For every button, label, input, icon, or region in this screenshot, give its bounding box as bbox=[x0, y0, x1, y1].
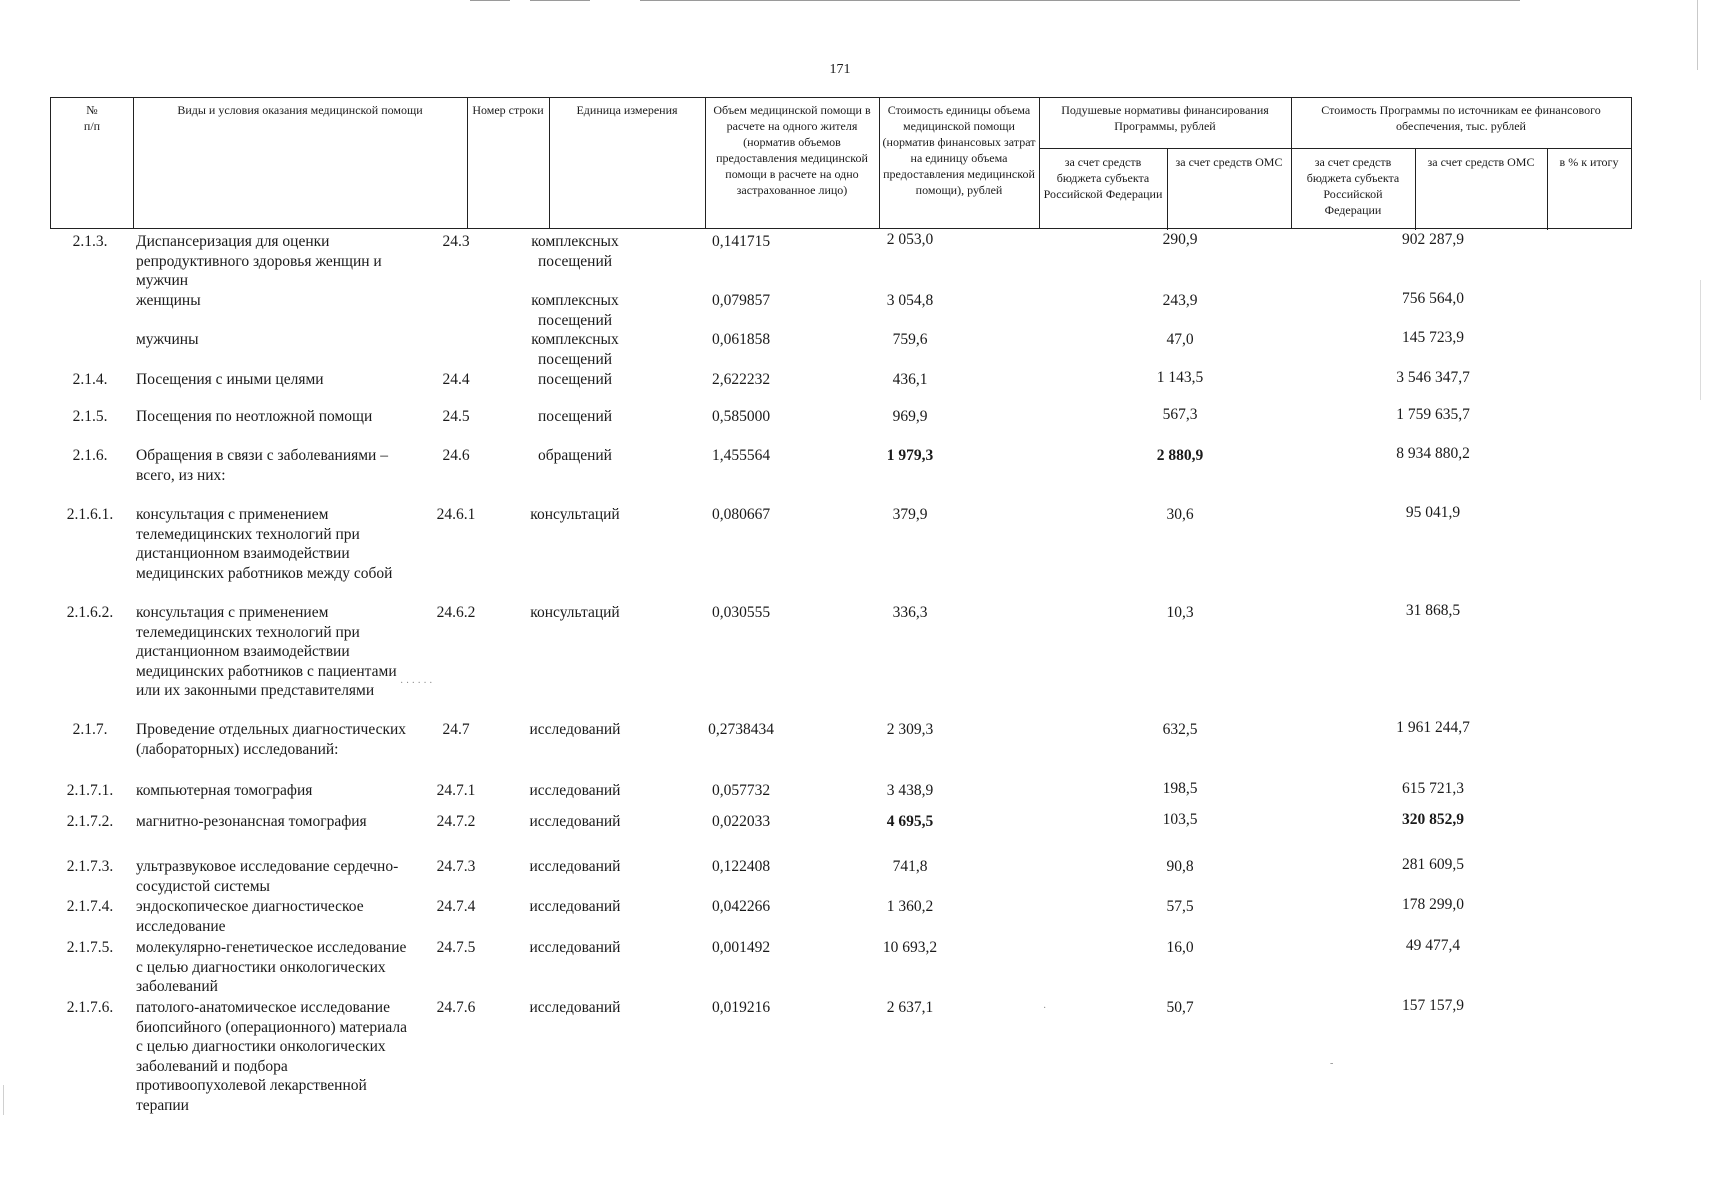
header-col-num: № п/п bbox=[83, 103, 101, 133]
row-cost: 3 054,8 bbox=[886, 292, 934, 309]
row-total-oms: 281 609,5 bbox=[1402, 856, 1464, 873]
row-line: 24.7.1 bbox=[436, 782, 476, 799]
row-cost: 4 695,5 bbox=[886, 813, 934, 830]
row-total-oms: 31 868,5 bbox=[1405, 602, 1461, 619]
row-total-oms: 615 721,3 bbox=[1402, 780, 1464, 797]
row-cost: 2 309,3 bbox=[886, 721, 934, 738]
row-volume: 0,019216 bbox=[711, 999, 771, 1016]
header-sub-percent: в % к итогу bbox=[1559, 155, 1619, 169]
row-name: Диспансеризация для оценки репродуктивного здоровья женщин и мужчин bbox=[136, 233, 382, 289]
scan-speck: · bbox=[1043, 1003, 1047, 1014]
row-unit: консультаций bbox=[530, 506, 620, 523]
row-cost: 436,1 bbox=[892, 371, 928, 388]
row-unit: посещений bbox=[537, 371, 613, 388]
row-total-oms: 902 287,9 bbox=[1402, 231, 1464, 248]
row-volume: 0,585000 bbox=[711, 408, 771, 425]
row-unit: комплексных посещений bbox=[531, 331, 619, 368]
row-volume: 0,042266 bbox=[711, 898, 771, 915]
row-name: Проведение отдельных диагностических (лабораторных) исследований: bbox=[136, 721, 407, 758]
row-cost: 1 360,2 bbox=[886, 898, 934, 915]
row-volume: 2,622232 bbox=[711, 371, 771, 388]
row-oms: 632,5 bbox=[1162, 721, 1198, 738]
row-cost: 336,3 bbox=[892, 604, 928, 621]
row-name: магнитно-резонансная томография bbox=[136, 813, 367, 830]
row-oms: 1 143,5 bbox=[1156, 369, 1204, 386]
row-total-oms: 756 564,0 bbox=[1402, 290, 1464, 307]
row-number: 2.1.7.6. bbox=[66, 999, 114, 1016]
row-oms: 103,5 bbox=[1162, 811, 1198, 828]
row-line: 24.3 bbox=[442, 233, 470, 250]
row-volume: 0,030555 bbox=[711, 604, 771, 621]
row-total-oms: 1 961 244,7 bbox=[1396, 719, 1470, 736]
page-number: 171 bbox=[829, 62, 851, 77]
header-sub-budget-2: за счет средств бюджета субъекта Российской Федерации bbox=[1306, 155, 1400, 217]
header-group-per-capita: Подушевые нормативы финансирования Программы, рублей bbox=[1061, 103, 1269, 133]
row-number: 2.1.7.5. bbox=[66, 939, 114, 956]
row-volume: 0,001492 bbox=[711, 939, 771, 956]
row-oms: 2 880,9 bbox=[1156, 447, 1204, 464]
row-number: 2.1.7. bbox=[72, 721, 108, 738]
row-total-oms: 157 157,9 bbox=[1402, 997, 1464, 1014]
row-unit: посещений bbox=[537, 408, 613, 425]
row-total-oms: 1 759 635,7 bbox=[1396, 406, 1470, 423]
row-total-oms: 320 852,9 bbox=[1402, 811, 1464, 828]
header-col-line: Номер строки bbox=[472, 103, 544, 117]
row-cost: 969,9 bbox=[892, 408, 928, 425]
scan-right-edge bbox=[1697, 0, 1698, 70]
row-unit: консультаций bbox=[530, 604, 620, 621]
header-col-unit: Единица измерения bbox=[576, 103, 678, 117]
row-oms: 30,6 bbox=[1166, 506, 1194, 523]
row-number: 2.1.4. bbox=[72, 371, 108, 388]
row-line: 24.7.6 bbox=[436, 999, 476, 1016]
row-oms: 10,3 bbox=[1166, 604, 1194, 621]
row-volume: 0,061858 bbox=[711, 331, 771, 348]
row-number: 2.1.6. bbox=[72, 447, 108, 464]
row-name: эндоскопическое диагностическое исследование bbox=[136, 898, 364, 935]
row-line: 24.4 bbox=[442, 371, 470, 388]
row-line: 24.6.2 bbox=[436, 604, 476, 621]
header-col-volume: Объем медицинской помощи в расчете на одного жителя (норматив объемов предоставления медицинской помощи в расчете на одно застрахованное лицо) bbox=[713, 103, 871, 197]
row-volume: 0,022033 bbox=[711, 813, 771, 830]
row-line: 24.6.1 bbox=[436, 506, 476, 523]
scan-speck: · · · · · · bbox=[400, 678, 433, 689]
row-cost: 741,8 bbox=[892, 858, 928, 875]
row-volume: 0,080667 bbox=[711, 506, 771, 523]
row-oms: 50,7 bbox=[1166, 999, 1194, 1016]
row-unit: исследований bbox=[529, 898, 621, 915]
header-sub-oms: за счет средств ОМС bbox=[1175, 155, 1283, 169]
row-oms: 290,9 bbox=[1162, 231, 1198, 248]
row-unit: комплексных посещений bbox=[531, 233, 619, 270]
row-cost: 3 438,9 bbox=[886, 782, 934, 799]
row-cost: 1 979,3 bbox=[886, 447, 934, 464]
row-name: Обращения в связи с заболеваниями – всего, из них: bbox=[136, 447, 388, 484]
row-name: мужчины bbox=[136, 331, 199, 348]
row-line: 24.6 bbox=[442, 447, 470, 464]
row-unit: исследований bbox=[529, 999, 621, 1016]
row-number: 2.1.6.2. bbox=[66, 604, 114, 621]
row-unit: исследований bbox=[529, 813, 621, 830]
row-line: 24.7.3 bbox=[436, 858, 476, 875]
row-name: консультация с применением телемедицинских технологий при дистанционном взаимодействии медицинских работников между собой bbox=[136, 506, 393, 582]
row-oms: 198,5 bbox=[1162, 780, 1198, 797]
row-total-oms: 3 546 347,7 bbox=[1396, 369, 1470, 386]
table-header bbox=[50, 97, 1632, 229]
row-line: 24.5 bbox=[442, 408, 470, 425]
row-number: 2.1.7.2. bbox=[66, 813, 114, 830]
row-name: ультразвуковое исследование сердечно-сосудистой системы bbox=[136, 858, 399, 895]
row-line: 24.7.5 bbox=[436, 939, 476, 956]
row-line: 24.7.4 bbox=[436, 898, 476, 915]
row-number: 2.1.7.3. bbox=[66, 858, 114, 875]
row-unit: исследований bbox=[529, 782, 621, 799]
header-col-kind: Виды и условия оказания медицинской помощи bbox=[177, 103, 423, 117]
row-name: консультация с применением телемедицинских технологий при дистанционном взаимодействии медицинских работников с пациентами или их законными представителями bbox=[136, 604, 397, 699]
row-oms: 567,3 bbox=[1162, 406, 1198, 423]
row-total-oms: 8 934 880,2 bbox=[1396, 445, 1470, 462]
row-unit: исследований bbox=[529, 939, 621, 956]
row-cost: 2 053,0 bbox=[886, 231, 934, 248]
row-cost: 2 637,1 bbox=[886, 999, 934, 1016]
row-oms: 90,8 bbox=[1166, 858, 1194, 875]
scan-top-edge bbox=[0, 0, 1710, 8]
row-volume: 0,122408 bbox=[711, 858, 771, 875]
row-volume: 0,079857 bbox=[711, 292, 771, 309]
row-name: Посещения с иными целями bbox=[136, 371, 324, 388]
row-oms: 16,0 bbox=[1166, 939, 1194, 956]
row-oms: 47,0 bbox=[1166, 331, 1194, 348]
row-number: 2.1.5. bbox=[72, 408, 108, 425]
row-oms: 57,5 bbox=[1166, 898, 1194, 915]
row-volume: 0,141715 bbox=[711, 233, 771, 250]
row-name: молекулярно-генетическое исследование с целью диагностики онкологических заболеваний bbox=[136, 939, 407, 995]
header-col-cost: Стоимость единицы объема медицинской помощи (норматив финансовых затрат на единицу объема предоставления медицинской помощи), рублей bbox=[882, 103, 1036, 197]
row-total-oms: 145 723,9 bbox=[1402, 329, 1464, 346]
row-unit: комплексных посещений bbox=[531, 292, 619, 329]
row-number: 2.1.7.4. bbox=[66, 898, 114, 915]
row-total-oms: 49 477,4 bbox=[1405, 937, 1461, 954]
header-sub-oms-2: за счет средств ОМС bbox=[1427, 155, 1535, 169]
row-unit: исследований bbox=[529, 858, 621, 875]
row-volume: 0,2738434 bbox=[708, 721, 774, 738]
header-sub-budget: за счет средств бюджета субъекта Российской Федерации bbox=[1043, 155, 1163, 201]
header-group-cost-sources: Стоимость Программы по источникам ее финансового обеспечения, тыс. рублей bbox=[1321, 103, 1601, 133]
scan-right-mark bbox=[1700, 280, 1701, 400]
row-volume: 0,057732 bbox=[711, 782, 771, 799]
row-name: компьютерная томография bbox=[136, 782, 313, 799]
row-cost: 379,9 bbox=[892, 506, 928, 523]
row-unit: исследований bbox=[529, 721, 621, 738]
row-cost: 10 693,2 bbox=[882, 939, 938, 956]
row-number: 2.1.6.1. bbox=[66, 506, 114, 523]
scan-left-mark bbox=[3, 1085, 4, 1115]
row-number: 2.1.3. bbox=[72, 233, 108, 250]
row-name: Посещения по неотложной помощи bbox=[136, 408, 373, 425]
row-oms: 243,9 bbox=[1162, 292, 1198, 309]
row-unit: обращений bbox=[538, 447, 612, 464]
row-cost: 759,6 bbox=[892, 331, 928, 348]
scan-speck: - bbox=[1330, 1058, 1334, 1069]
row-total-oms: 95 041,9 bbox=[1405, 504, 1461, 521]
row-line: 24.7.2 bbox=[436, 813, 476, 830]
row-line: 24.7 bbox=[442, 721, 470, 738]
row-number: 2.1.7.1. bbox=[66, 782, 114, 799]
row-volume: 1,455564 bbox=[711, 447, 771, 464]
row-total-oms: 178 299,0 bbox=[1402, 896, 1464, 913]
row-name: патолого-анатомическое исследование биопсийного (операционного) материала с целью диагностики онкологических заболеваний и подбора противоопухолевой лекарственной терапии bbox=[136, 999, 408, 1114]
row-name: женщины bbox=[136, 292, 201, 309]
